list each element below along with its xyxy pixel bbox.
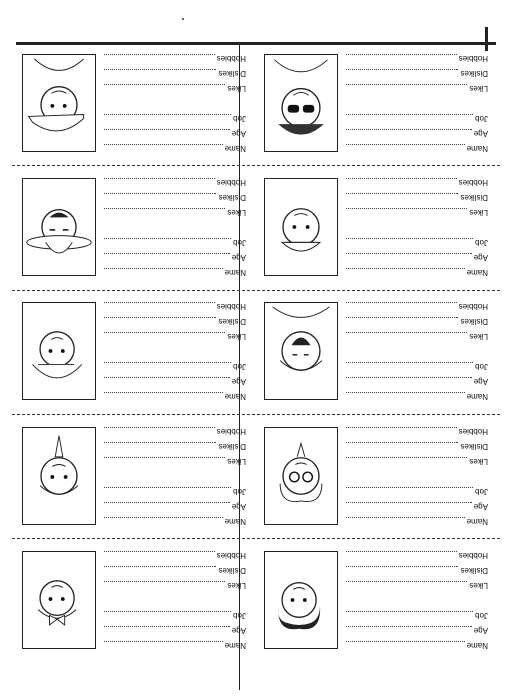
field-writing-line[interactable] xyxy=(346,332,467,341)
man-with-wide-hat-portrait xyxy=(22,178,96,276)
boy-with-tie-portrait xyxy=(22,427,96,525)
field-age[interactable] xyxy=(104,129,246,141)
field-job[interactable] xyxy=(346,362,488,374)
field-writing-line[interactable] xyxy=(346,392,465,401)
field-writing-line[interactable] xyxy=(104,84,225,93)
field-hobbies[interactable] xyxy=(104,178,246,190)
field-writing-line[interactable] xyxy=(346,84,467,93)
field-writing-line[interactable] xyxy=(104,551,215,560)
field-label-name: Name xyxy=(224,517,246,526)
field-job[interactable] xyxy=(104,362,246,374)
field-dislikes[interactable] xyxy=(346,442,488,454)
field-label-likes: Likes xyxy=(227,208,246,217)
character-card xyxy=(16,170,246,280)
field-writing-line[interactable] xyxy=(346,268,465,277)
field-label-age: Age xyxy=(473,502,488,511)
field-name[interactable] xyxy=(104,144,246,156)
field-dislikes[interactable] xyxy=(104,69,246,81)
field-label-job: Job xyxy=(475,487,488,496)
field-label-age: Age xyxy=(473,377,488,386)
field-label-name: Name xyxy=(466,641,488,650)
field-label-dislikes: Dislikes xyxy=(218,69,246,78)
field-label-likes: Likes xyxy=(469,457,488,466)
field-hobbies[interactable] xyxy=(104,551,246,563)
field-writing-line[interactable] xyxy=(104,302,215,311)
field-age[interactable] xyxy=(346,502,488,514)
portrait-drawing xyxy=(23,179,95,275)
portrait-drawing xyxy=(265,55,337,151)
field-label-age: Age xyxy=(231,129,246,138)
field-label-age: Age xyxy=(231,626,246,635)
field-writing-line[interactable] xyxy=(104,566,216,575)
field-hobbies[interactable] xyxy=(346,302,488,314)
field-label-likes: Likes xyxy=(227,84,246,93)
field-label-job: Job xyxy=(233,611,246,620)
field-writing-line[interactable] xyxy=(346,238,473,247)
field-likes[interactable] xyxy=(346,208,488,220)
portrait-drawing xyxy=(23,303,95,399)
field-writing-line[interactable] xyxy=(104,114,231,123)
field-dislikes[interactable] xyxy=(104,442,246,454)
field-hobbies[interactable] xyxy=(104,427,246,439)
field-label-age: Age xyxy=(473,626,488,635)
field-writing-line[interactable] xyxy=(346,362,473,371)
field-job[interactable] xyxy=(346,114,488,126)
field-writing-line[interactable] xyxy=(104,626,230,635)
field-label-job: Job xyxy=(233,362,246,371)
field-writing-line[interactable] xyxy=(104,517,223,526)
field-writing-line[interactable] xyxy=(346,457,467,466)
field-writing-line[interactable] xyxy=(346,581,467,590)
portrait-drawing xyxy=(265,179,337,275)
field-likes[interactable] xyxy=(346,84,488,96)
field-writing-line[interactable] xyxy=(104,69,216,78)
field-writing-line[interactable] xyxy=(104,178,215,187)
field-name[interactable] xyxy=(346,517,488,529)
field-writing-line[interactable] xyxy=(346,317,458,326)
boy-with-hat-portrait xyxy=(264,178,338,276)
field-label-job: Job xyxy=(475,114,488,123)
field-hobbies[interactable] xyxy=(346,427,488,439)
field-job[interactable] xyxy=(346,487,488,499)
field-label-job: Job xyxy=(475,362,488,371)
field-writing-line[interactable] xyxy=(104,377,230,386)
field-job[interactable] xyxy=(104,487,246,499)
field-writing-line[interactable] xyxy=(346,253,472,262)
cut-line-2 xyxy=(12,290,500,291)
field-writing-line[interactable] xyxy=(104,392,223,401)
field-job[interactable] xyxy=(104,611,246,623)
field-writing-line[interactable] xyxy=(104,253,230,262)
field-label-age: Age xyxy=(473,129,488,138)
character-card xyxy=(16,46,246,156)
field-writing-line[interactable] xyxy=(346,626,472,635)
portrait-drawing xyxy=(265,552,337,648)
field-label-dislikes: Dislikes xyxy=(460,69,488,78)
field-label-job: Job xyxy=(475,611,488,620)
field-label-name: Name xyxy=(466,517,488,526)
field-label-hobbies: Hobbies xyxy=(216,302,246,311)
field-writing-line[interactable] xyxy=(346,302,457,311)
field-hobbies[interactable] xyxy=(346,551,488,563)
field-label-dislikes: Dislikes xyxy=(218,442,246,451)
field-name[interactable] xyxy=(104,517,246,529)
field-writing-line[interactable] xyxy=(104,193,216,202)
portrait-drawing xyxy=(23,55,95,151)
page-speck xyxy=(182,18,184,20)
field-writing-line[interactable] xyxy=(346,611,473,620)
character-card xyxy=(258,46,488,156)
character-card xyxy=(258,170,488,280)
field-label-dislikes: Dislikes xyxy=(218,193,246,202)
field-job[interactable] xyxy=(346,238,488,250)
field-label-name: Name xyxy=(466,144,488,153)
field-label-hobbies: Hobbies xyxy=(458,54,488,63)
portrait-drawing xyxy=(265,428,337,524)
field-job[interactable] xyxy=(104,238,246,250)
field-label-job: Job xyxy=(233,114,246,123)
woman-with-bow-portrait xyxy=(22,551,96,649)
field-label-hobbies: Hobbies xyxy=(458,178,488,187)
field-writing-line[interactable] xyxy=(104,611,231,620)
woman-with-hat-portrait xyxy=(22,302,96,400)
field-hobbies[interactable] xyxy=(346,178,488,190)
man-with-cap-portrait xyxy=(22,54,96,152)
field-writing-line[interactable] xyxy=(104,457,225,466)
portrait-drawing xyxy=(265,303,337,399)
field-label-job: Job xyxy=(233,487,246,496)
field-writing-line[interactable] xyxy=(346,178,457,187)
field-writing-line[interactable] xyxy=(346,208,467,217)
field-label-name: Name xyxy=(224,392,246,401)
cut-line-4 xyxy=(12,538,500,539)
field-label-name: Name xyxy=(466,392,488,401)
field-writing-line[interactable] xyxy=(104,362,231,371)
field-writing-line[interactable] xyxy=(104,54,215,63)
field-age[interactable] xyxy=(104,626,246,638)
field-age[interactable] xyxy=(346,129,488,141)
field-label-likes: Likes xyxy=(469,332,488,341)
field-label-name: Name xyxy=(224,144,246,153)
field-name[interactable] xyxy=(346,144,488,156)
field-name[interactable] xyxy=(104,641,246,653)
field-label-name: Name xyxy=(466,268,488,277)
field-hobbies[interactable] xyxy=(346,54,488,66)
field-hobbies[interactable] xyxy=(104,302,246,314)
field-dislikes[interactable] xyxy=(346,193,488,205)
character-card xyxy=(258,294,488,404)
field-likes[interactable] xyxy=(346,332,488,344)
field-label-likes: Likes xyxy=(469,581,488,590)
field-age[interactable] xyxy=(104,377,246,389)
field-writing-line[interactable] xyxy=(104,442,216,451)
field-age[interactable] xyxy=(104,253,246,265)
field-writing-line[interactable] xyxy=(346,551,457,560)
woman-with-glasses-portrait xyxy=(264,427,338,525)
character-card xyxy=(258,419,488,529)
field-label-likes: Likes xyxy=(469,84,488,93)
field-job[interactable] xyxy=(346,611,488,623)
field-writing-line[interactable] xyxy=(346,144,465,153)
field-writing-line[interactable] xyxy=(346,114,473,123)
field-writing-line[interactable] xyxy=(346,442,458,451)
field-writing-line[interactable] xyxy=(346,377,472,386)
field-writing-line[interactable] xyxy=(104,581,225,590)
field-label-dislikes: Dislikes xyxy=(218,566,246,575)
field-label-dislikes: Dislikes xyxy=(460,442,488,451)
character-card xyxy=(16,294,246,404)
man-laughing-portrait xyxy=(264,302,338,400)
field-label-hobbies: Hobbies xyxy=(216,551,246,560)
field-label-hobbies: Hobbies xyxy=(216,178,246,187)
field-writing-line[interactable] xyxy=(104,144,223,153)
field-likes[interactable] xyxy=(346,457,488,469)
field-name[interactable] xyxy=(346,641,488,653)
field-label-likes: Likes xyxy=(227,332,246,341)
field-writing-line[interactable] xyxy=(104,129,230,138)
field-likes[interactable] xyxy=(104,332,246,344)
field-label-age: Age xyxy=(231,502,246,511)
cut-line-1 xyxy=(12,165,500,166)
field-writing-line[interactable] xyxy=(346,427,457,436)
field-dislikes[interactable] xyxy=(104,566,246,578)
field-label-dislikes: Dislikes xyxy=(460,193,488,202)
field-age[interactable] xyxy=(346,377,488,389)
field-label-dislikes: Dislikes xyxy=(460,566,488,575)
field-writing-line[interactable] xyxy=(104,427,215,436)
field-label-hobbies: Hobbies xyxy=(216,54,246,63)
field-writing-line[interactable] xyxy=(346,193,458,202)
field-writing-line[interactable] xyxy=(104,317,216,326)
character-card xyxy=(16,419,246,529)
field-writing-line[interactable] xyxy=(346,129,472,138)
field-dislikes[interactable] xyxy=(104,317,246,329)
field-writing-line[interactable] xyxy=(346,487,473,496)
field-label-likes: Likes xyxy=(227,457,246,466)
field-likes[interactable] xyxy=(104,84,246,96)
field-name[interactable] xyxy=(104,268,246,280)
field-age[interactable] xyxy=(104,502,246,514)
portrait-drawing xyxy=(23,428,95,524)
field-label-likes: Likes xyxy=(227,581,246,590)
field-writing-line[interactable] xyxy=(104,502,230,511)
field-label-age: Age xyxy=(231,253,246,262)
field-age[interactable] xyxy=(346,626,488,638)
field-likes[interactable] xyxy=(104,457,246,469)
character-card xyxy=(258,543,488,653)
field-label-name: Name xyxy=(224,268,246,277)
field-writing-line[interactable] xyxy=(104,332,225,341)
woman-curly-hair-portrait xyxy=(264,551,338,649)
field-likes[interactable] xyxy=(104,581,246,593)
field-writing-line[interactable] xyxy=(104,208,225,217)
field-writing-line[interactable] xyxy=(346,54,457,63)
field-dislikes[interactable] xyxy=(104,193,246,205)
field-writing-line[interactable] xyxy=(346,566,458,575)
field-writing-line[interactable] xyxy=(104,268,223,277)
field-likes[interactable] xyxy=(346,581,488,593)
field-writing-line[interactable] xyxy=(104,487,231,496)
character-card xyxy=(16,543,246,653)
field-name[interactable] xyxy=(346,392,488,404)
field-writing-line[interactable] xyxy=(346,69,458,78)
field-label-hobbies: Hobbies xyxy=(458,302,488,311)
portrait-drawing xyxy=(23,552,95,648)
field-label-likes: Likes xyxy=(469,208,488,217)
field-label-name: Name xyxy=(224,641,246,650)
field-writing-line[interactable] xyxy=(104,641,223,650)
field-label-job: Job xyxy=(475,238,488,247)
field-writing-line[interactable] xyxy=(346,517,465,526)
man-with-glasses-portrait xyxy=(264,54,338,152)
field-label-job: Job xyxy=(233,238,246,247)
field-writing-line[interactable] xyxy=(346,641,465,650)
field-label-hobbies: Hobbies xyxy=(216,427,246,436)
field-label-dislikes: Dislikes xyxy=(218,317,246,326)
field-writing-line[interactable] xyxy=(346,502,472,511)
cut-line-3 xyxy=(12,414,500,415)
field-name[interactable] xyxy=(104,392,246,404)
field-label-age: Age xyxy=(473,253,488,262)
field-label-hobbies: Hobbies xyxy=(458,427,488,436)
field-label-hobbies: Hobbies xyxy=(458,551,488,560)
field-hobbies[interactable] xyxy=(104,54,246,66)
field-job[interactable] xyxy=(104,114,246,126)
field-writing-line[interactable] xyxy=(104,238,231,247)
field-label-age: Age xyxy=(231,377,246,386)
field-dislikes[interactable] xyxy=(346,69,488,81)
field-dislikes[interactable] xyxy=(346,566,488,578)
field-dislikes[interactable] xyxy=(346,317,488,329)
field-age[interactable] xyxy=(346,253,488,265)
top-rule xyxy=(16,42,496,45)
field-likes[interactable] xyxy=(104,208,246,220)
field-name[interactable] xyxy=(346,268,488,280)
field-label-dislikes: Dislikes xyxy=(460,317,488,326)
